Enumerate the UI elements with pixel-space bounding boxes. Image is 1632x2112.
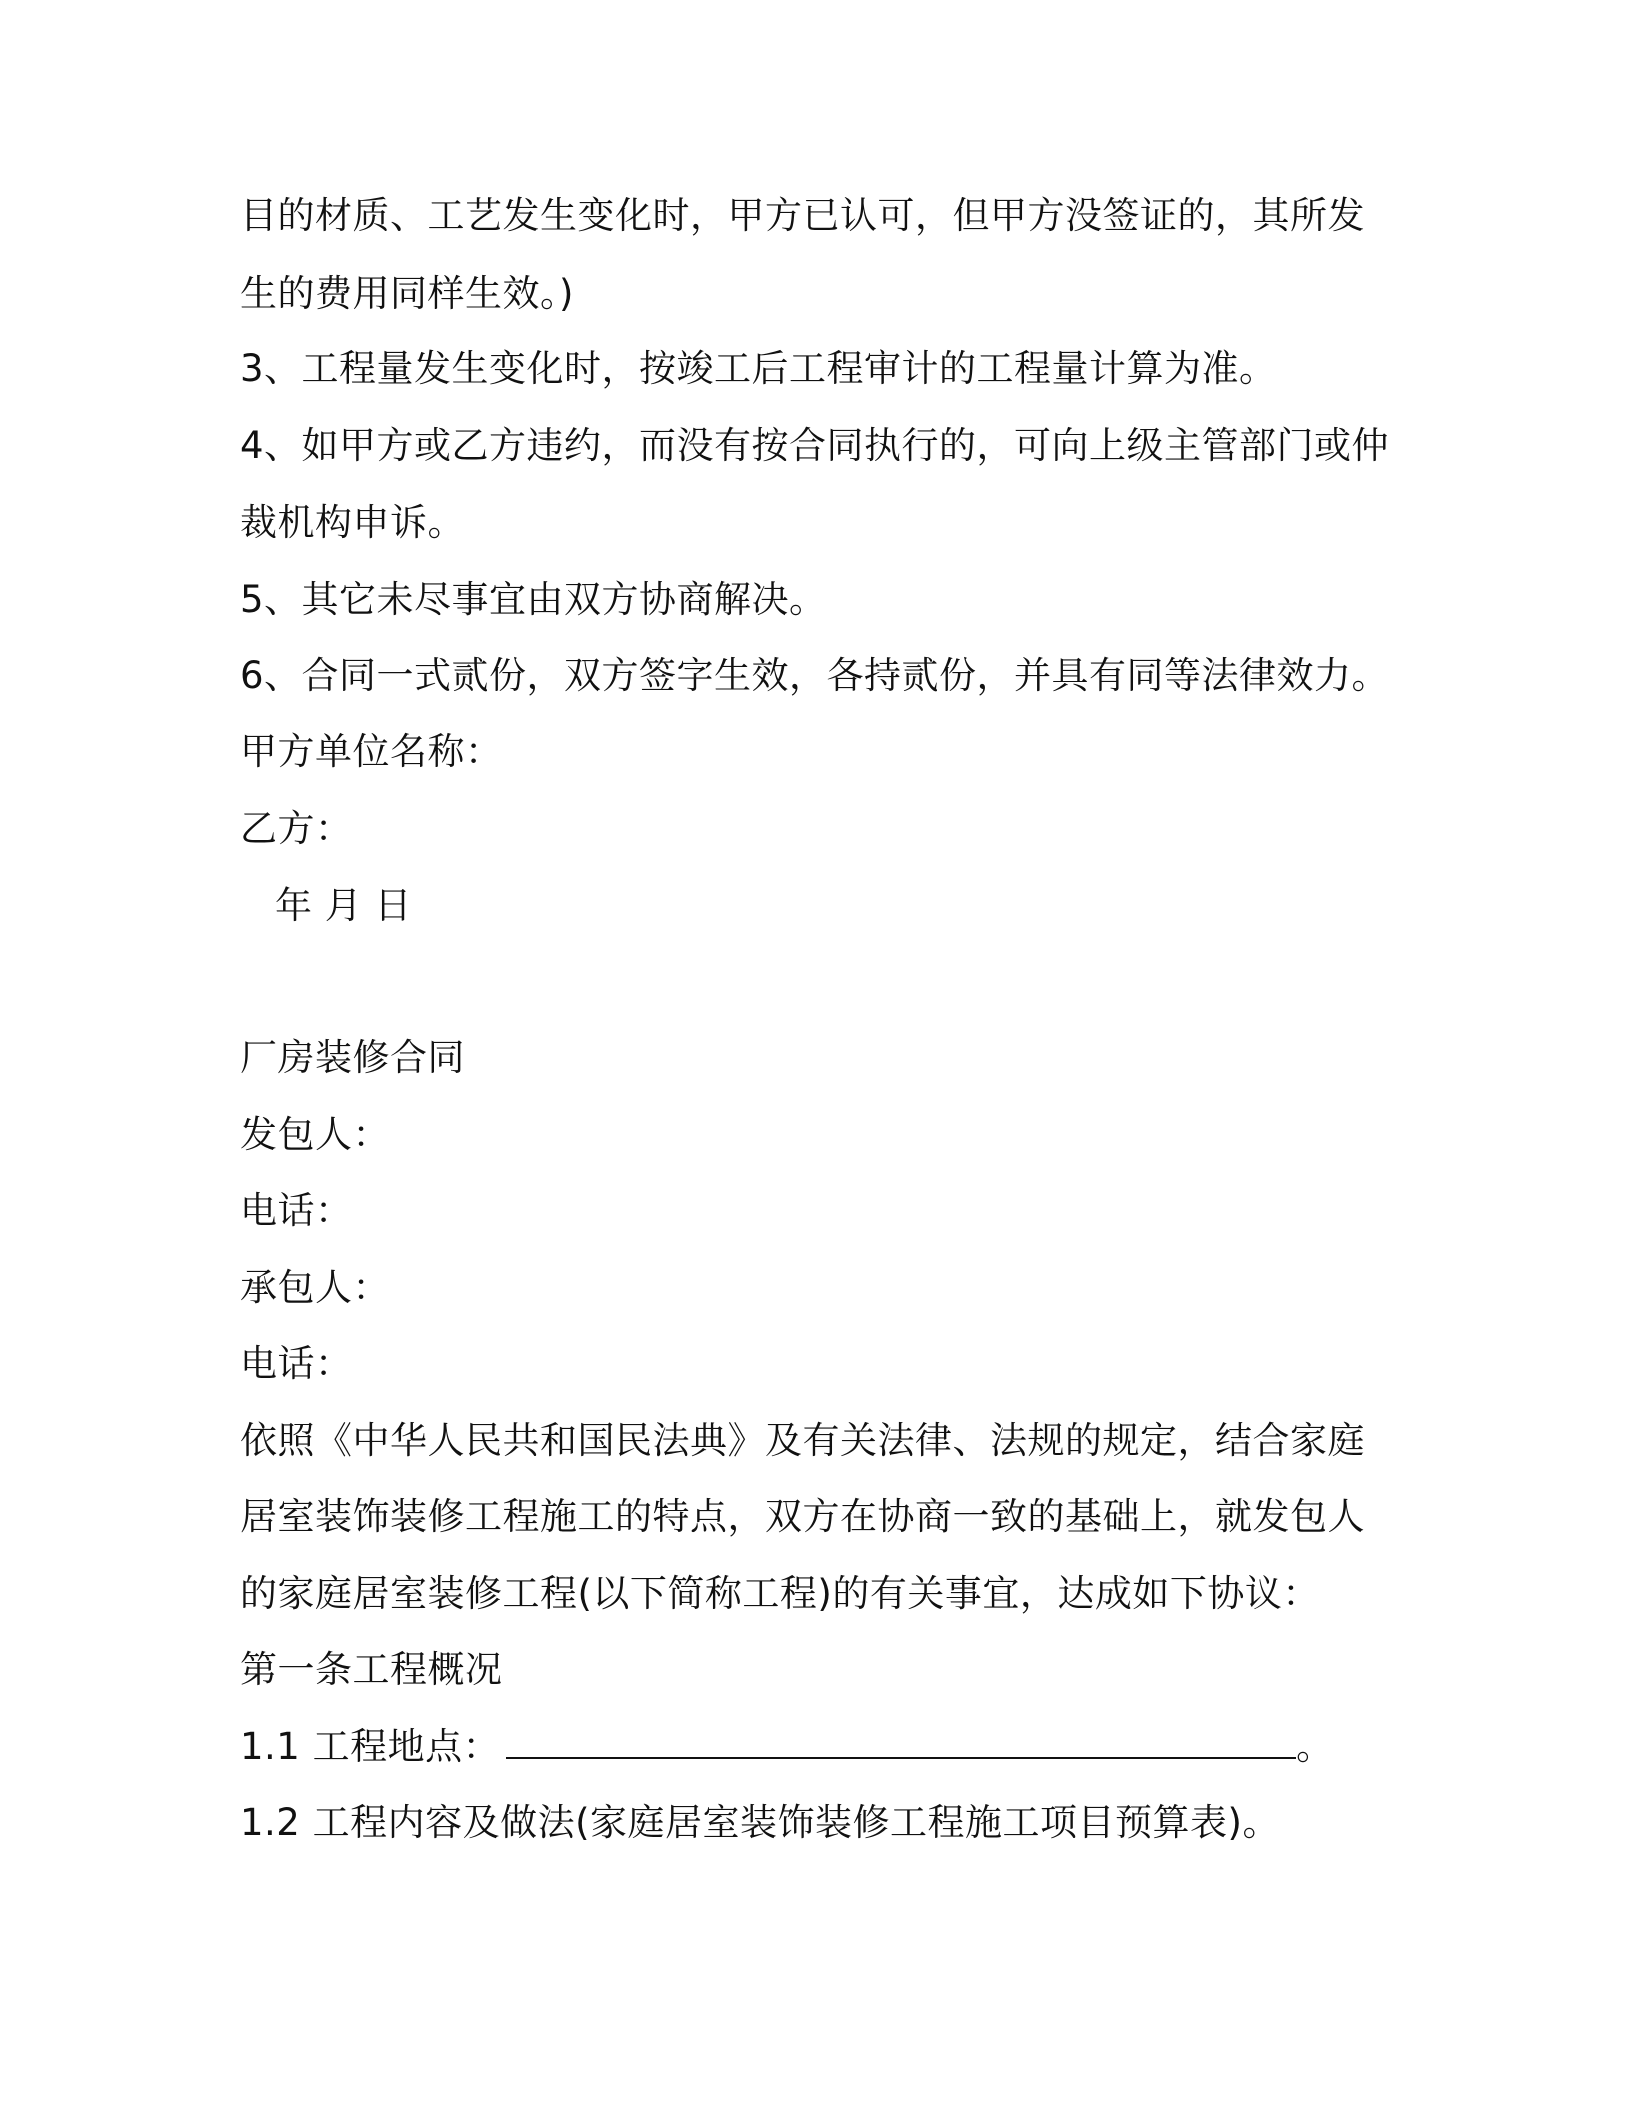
paragraph-line: 裁机构申诉。 [240, 501, 465, 544]
contractor-phone-label: 电话： [240, 1342, 353, 1385]
site-end: 。 [1296, 1725, 1334, 1768]
paragraph-line: 目的材质、工艺发生变化时，甲方已认可，但甲方没签证的，其所发 [240, 194, 1365, 237]
content-line: 1.2 工程内容及做法(家庭居室装饰装修工程施工项目预算表)。 [240, 1801, 1280, 1844]
employer-label: 发包人： [240, 1113, 390, 1156]
contractor-label: 承包人： [240, 1266, 390, 1309]
site-line [240, 1723, 1334, 1771]
clause-4: 4、如甲方或乙方违约，而没有按合同执行的，可向上级主管部门或仲 [240, 424, 1390, 467]
paragraph-line: 生的费用同样生效。) [240, 272, 574, 315]
employer-phone-label: 电话： [240, 1189, 353, 1232]
paragraph-line: 依照《中华人民共和国民法典》及有关法律、法规的规定，结合家庭 [240, 1419, 1365, 1462]
paragraph-line: 的家庭居室装修工程(以下简称工程)的有关事宜，达成如下协议： [240, 1572, 1320, 1615]
document-title: 厂房装修合同 [240, 1036, 465, 1079]
paragraph-line: 居室装饰装修工程施工的特点，双方在协商一致的基础上，就发包人 [240, 1495, 1365, 1538]
party-b-label: 乙方： [240, 807, 353, 850]
party-a-name-label: 甲方单位名称： [240, 730, 503, 773]
site-label: 1.1 工程地点： [240, 1725, 501, 1768]
clause-3: 3、工程量发生变化时，按竣工后工程审计的工程量计算为准。 [240, 347, 1277, 390]
clause-6: 6、合同一式贰份，双方签字生效，各持贰份，并具有同等法律效力。 [240, 654, 1390, 697]
article-1-heading: 第一条工程概况 [240, 1648, 503, 1691]
site-blank [506, 1727, 1296, 1759]
clause-5: 5、其它未尽事宜由双方协商解决。 [240, 578, 827, 621]
date-line: 年 月 日 [275, 884, 413, 927]
